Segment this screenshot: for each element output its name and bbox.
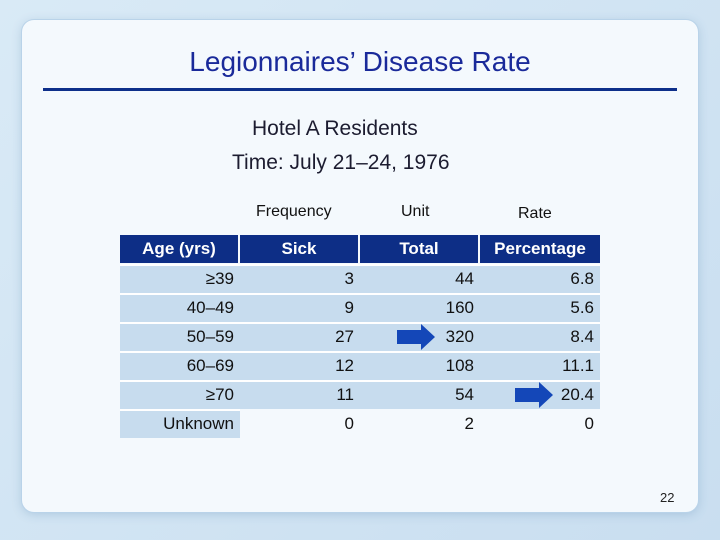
age-cell: 60–69 [186,355,234,375]
total-cell: 2 [464,413,474,433]
total-cell: 44 [455,268,474,288]
total-cell: 54 [455,384,474,404]
percentage-cell: 20.4 [560,384,594,404]
unit-header: Unit [401,203,430,220]
percentage-column-header: Percentage [480,235,600,263]
age-cell: 40–49 [186,297,234,317]
sick-cell: 9 [344,297,354,317]
rate-header: Rate [518,205,552,222]
right-arrow-icon [397,324,437,350]
sick-column-header: Sick [240,235,358,263]
age-cell: Unknown [163,413,234,433]
total-cell: 320 [445,326,474,346]
right-arrow-icon [515,382,555,408]
percentage-cell: 8.4 [570,326,594,346]
age-cell: 50–59 [186,326,234,346]
total-cell: 108 [445,355,474,375]
total-column-header: Total [360,235,478,263]
subtitle-population: Hotel A Residents [252,117,418,140]
frequency-header: Frequency [256,203,332,220]
title-underline [43,88,677,91]
age-column-header: Age (yrs) [120,235,238,263]
sick-cell: 12 [335,355,354,375]
sick-cell: 11 [336,384,354,404]
total-cell: 160 [445,297,474,317]
age-cell: ≥70 [205,384,234,404]
percentage-cell: 0 [584,413,594,433]
page-number: 22 [660,490,675,505]
subtitle-time: Time: July 21–24, 1976 [232,151,450,174]
percentage-cell: 6.8 [570,268,594,288]
sick-cell: 27 [335,326,354,346]
slide-title: Legionnaires’ Disease Rate [189,46,531,77]
percentage-cell: 5.6 [570,297,594,317]
sick-cell: 3 [344,268,354,288]
sick-cell: 0 [344,413,354,433]
percentage-cell: 11.1 [562,355,594,375]
age-cell: ≥39 [205,268,234,288]
